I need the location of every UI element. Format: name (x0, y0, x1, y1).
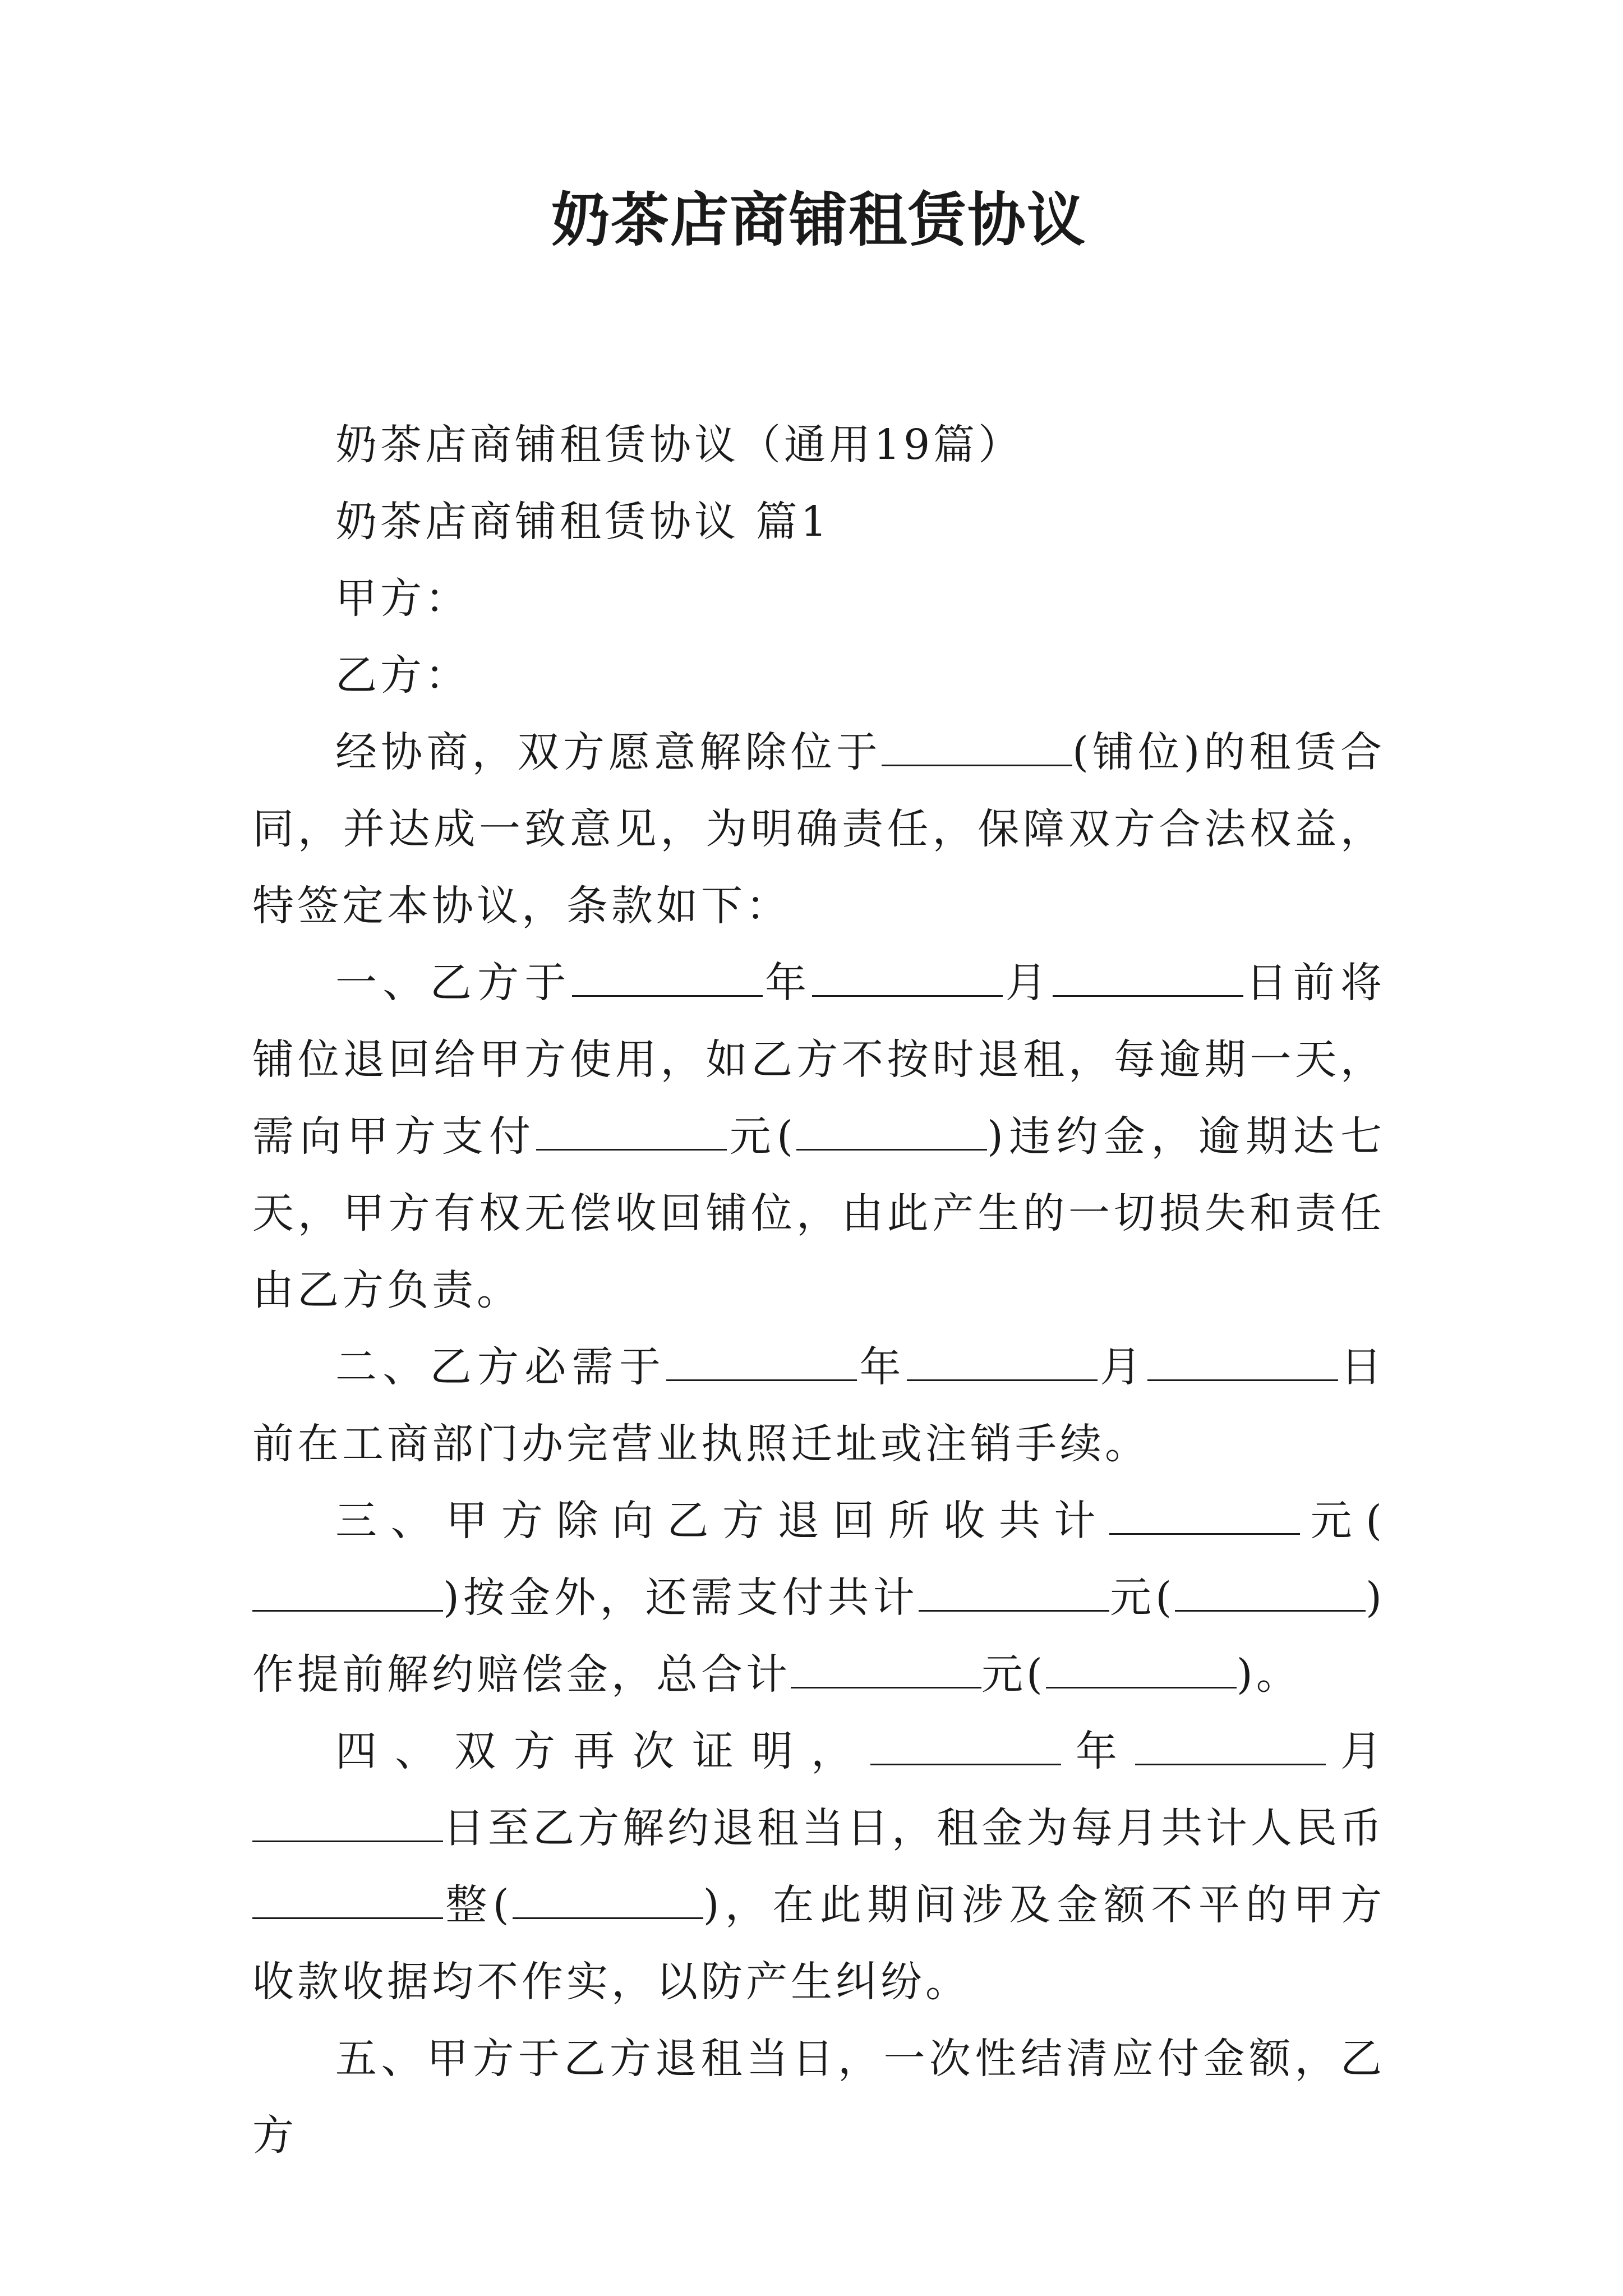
fill-in-blank (1135, 1726, 1326, 1765)
paragraph: 奶茶店商铺租赁协议（通用19篇） (335, 420, 1023, 469)
fill-in-blank (1053, 957, 1243, 997)
fill-in-blank (870, 1726, 1061, 1765)
fill-in-blank (666, 1341, 857, 1381)
fill-in-blank (513, 1879, 703, 1919)
fill-in-blank (1046, 1649, 1237, 1688)
paragraph: 奶茶店商铺租赁协议 篇1 (335, 497, 831, 546)
fill-in-blank (252, 1802, 443, 1842)
document-page (252, 185, 1385, 2174)
fill-in-blank (919, 1572, 1109, 1612)
paragraph: 乙方： (335, 651, 470, 700)
fill-in-blank (791, 1649, 981, 1688)
fill-in-blank (796, 1111, 987, 1151)
fill-in-blank (1175, 1572, 1366, 1612)
paragraph: 五、甲方于乙方退租当日，一次性结清应付金额，乙方 (252, 2034, 1385, 2160)
document-title: 奶茶店商铺租赁协议 (551, 185, 1086, 254)
document-body (252, 407, 1385, 2174)
fill-in-blank (1109, 1495, 1300, 1535)
fill-in-blank (252, 1879, 443, 1919)
fill-in-blank (1147, 1341, 1338, 1381)
paragraph: 一、乙方于 年 月 日前将铺位退回给甲方使用，如乙方不按时退租，每逾期一天，需向甲方支付 元( )违约金，逾期达七天，甲方有权无偿收回铺位，由此产生的一切损失和责任由乙方负责。 (252, 945, 1385, 1329)
paragraph: 甲方： (335, 574, 470, 623)
paragraph: 三、甲方除向乙方退回所收共计 元()按金外，还需支付共计 元( )作提前解约赔偿金，总合计 元( )。 (252, 1483, 1385, 1713)
paragraph: 二、乙方必需于 年 月 日前在工商部门办完营业执照迁址或注销手续。 (252, 1329, 1385, 1483)
paragraph: 四、双方再次证明， 年 月日至乙方解约退租当日，租金为每月共计人民币整( )，在此期间涉及金额不平的甲方收款收据均不作实，以防产生纠纷。 (252, 1713, 1385, 2021)
fill-in-blank (572, 957, 763, 997)
fill-in-blank (252, 1572, 443, 1612)
paragraph: 经协商，双方愿意解除位于 (铺位)的租赁合同，并达成一致意见，为明确责任，保障双方合法权益，特签定本协议，条款如下： (252, 714, 1385, 945)
fill-in-blank (536, 1111, 727, 1151)
fill-in-blank (907, 1341, 1098, 1381)
fill-in-blank (882, 726, 1072, 766)
fill-in-blank (812, 957, 1003, 997)
